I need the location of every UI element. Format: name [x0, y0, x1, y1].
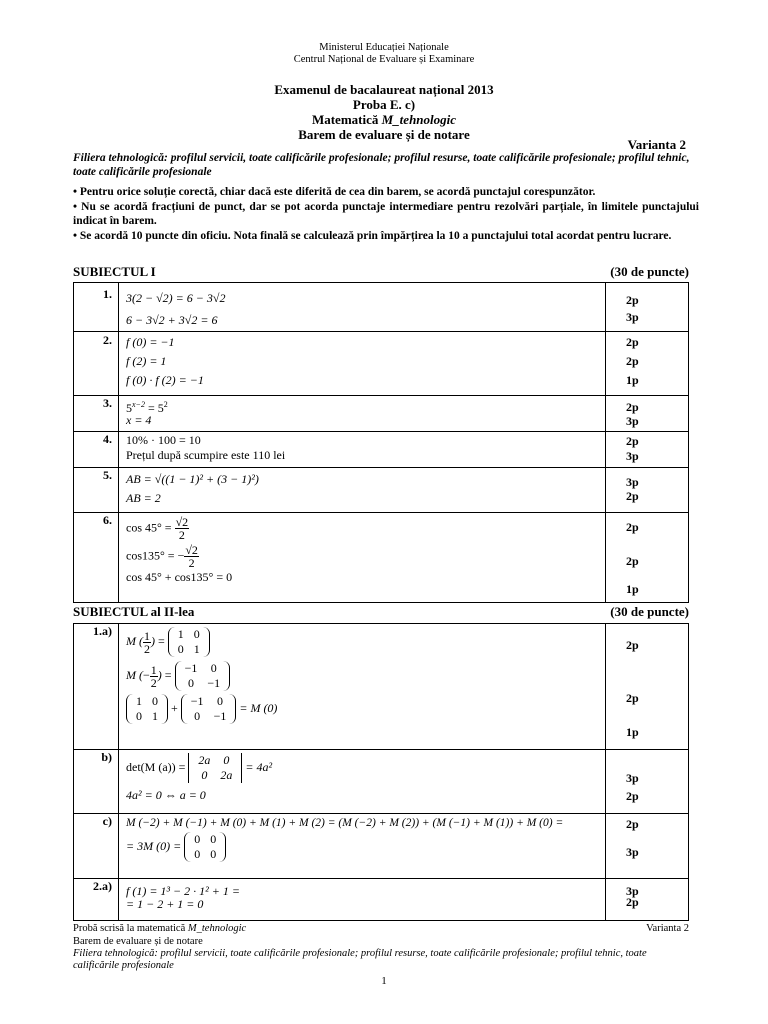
exam-title: Examenul de bacalaureat național 2013: [274, 82, 494, 97]
rules-list: [73, 185, 699, 243]
page-number: 1: [381, 975, 387, 987]
table-row: b) det(M (a)) = 2a 0 0 2a = 4a² 4a² = 0 ⇔ a = 0 3p 2p: [74, 750, 689, 814]
exam-proba: Proba E. c): [352, 97, 416, 112]
table-row: 2. f (0) = −1 f (2) = 1 f (0) · f (2) = −1 2p 2p 1p: [74, 332, 689, 396]
header-center: Centrul Național de Evaluare și Examinare: [293, 54, 475, 65]
filiera-text: Filiera tehnologică: profilul servicii, toate calificările profesionale; profilul resurse, toate calificările profesionale; profilul tehnic, toate calificările profesionale: [73, 152, 690, 178]
table-row: 2.a) f (1) = 1³ − 2 · 1² + 1 = = 1 − 2 + 1 = 0 3p 2p: [74, 879, 689, 921]
table-row: 5. AB = √((1 − 1)² + (3 − 1)²) AB = 2 3p 2p: [74, 468, 689, 513]
section-1-table: [73, 282, 689, 603]
rule-item: • Pentru orice soluție corectă, chiar dacă este diferită de cea din barem, se acordă punctajul corespunzător.: [73, 186, 596, 198]
footer-line-2: Barem de evaluare și de notare: [73, 936, 203, 947]
table-row: 4. 10% · 100 = 10 Prețul după scumpire este 110 lei 2p 3p: [74, 432, 689, 468]
footer-line-3: Filiera tehnologică: profilul servicii, toate calificările profesionale; profilul resurse, toate calificările profesionale; profilul tehnic, toate calificările profesionale: [73, 948, 647, 971]
table-row: c) M (−2) + M (−1) + M (0) + M (1) + M (2) = (M (−2) + M (2)) + (M (−1) + M (1)) + M (0) = = 3M (0) = 0 0 0 0 2p 3p: [74, 814, 689, 879]
footer-line-1: Probă scrisă la matematică M_tehnologic Varianta 2: [73, 923, 689, 934]
question-number: 1.: [74, 283, 119, 332]
exam-barem: Barem de evaluare și de notare: [298, 127, 470, 142]
rule-item: • Nu se acordă fracțiuni de punct, dar se pot acorda punctaje intermediare pentru rezolvări parțiale, în limitele punctajului indicat în barem.: [73, 200, 699, 227]
table-row: 6. cos 45° = $\frac{√2}{2}$ cos135° = − $\frac{√2}{2}$ cos 45° + cos135° = 0 2p 2p 1p: [74, 513, 689, 603]
header-ministry: Ministerul Educației Naționale: [319, 42, 449, 53]
solution-cell: 3(2 − √2) = 6 − 3√2 6 − 3√2 + 3√2 = 6: [119, 283, 606, 332]
table-row: 1.a) M ( $\frac{1}{2}$ ) = 1 0 0 1 M (− $\frac{1}{2}$ ) = −1 0 0 −1 1 0 0 1 + −1 0 0 −1 = M (0) 2p 2p 1p: [74, 624, 689, 750]
exam-subject: Matematică M_tehnologic: [311, 112, 457, 127]
section-2-heading: SUBIECTUL al II-lea (30 de puncte): [73, 604, 689, 619]
table-row: 3. $5^{x-2} = 5^2$ x = 4 2p 3p: [74, 396, 689, 432]
table-row: [74, 283, 689, 332]
rule-item: • Se acordă 10 puncte din oficiu. Nota finală se calculează prin împărțirea la 10 a punctajului total acordat pentru lucrare.: [73, 229, 672, 242]
variant-label: Varianta 2: [627, 137, 686, 152]
points-cell: 2p 3p: [606, 283, 689, 332]
section-1-heading: SUBIECTUL I (30 de puncte): [73, 264, 689, 279]
section-2-table: [73, 623, 689, 921]
